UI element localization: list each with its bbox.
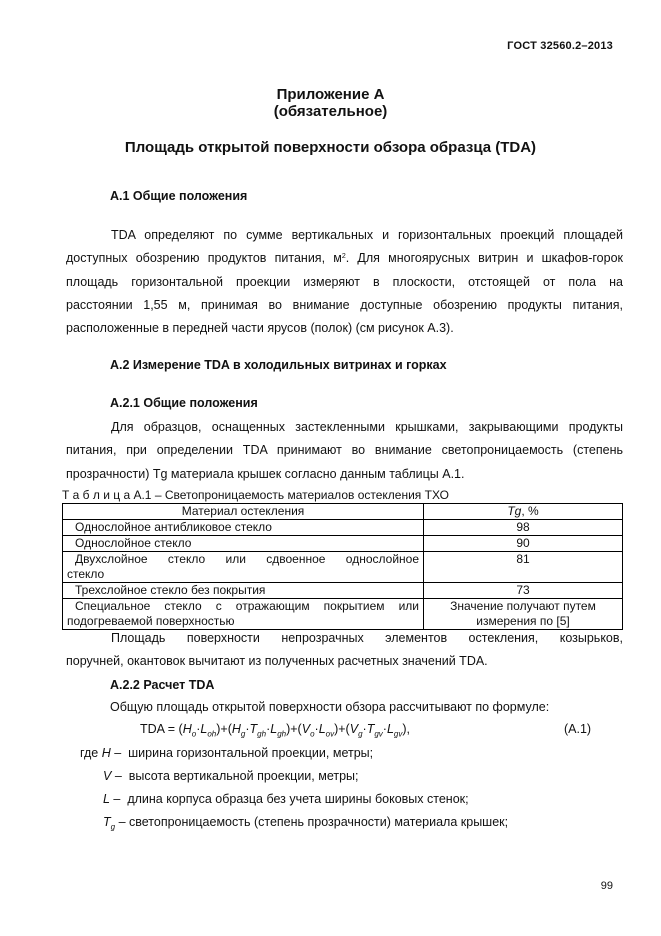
formula-intro: Общую площадь открытой поверхности обзора рассчитывают по формуле: <box>110 700 550 714</box>
table-cell: 98 <box>424 520 623 536</box>
text-line: Для образцов, оснащенных застекленными крышками, закрывающими продукты <box>111 420 623 434</box>
superscript: 2 <box>341 253 346 261</box>
standard-number: ГОСТ 32560.2–2013 <box>507 40 613 52</box>
page-number: 99 <box>600 880 613 892</box>
definition-v: V – высота вертикальной проекции, метры; <box>103 769 359 783</box>
glazing-table <box>62 503 623 630</box>
table-cell <box>424 599 623 630</box>
text-line: расстоянии 1,55 м, принимая во внимание доступные обозрению продукты питания, <box>66 297 623 312</box>
table-header-row <box>63 504 623 520</box>
cell-text: подогреваемой поверхностью <box>67 614 235 628</box>
section-a2-title: А.2 Измерение TDA в холодильных витринах и горках <box>110 358 447 372</box>
text-line: поручней, окантовок вычитают из полученных расчетных значений TDA. <box>66 654 488 669</box>
table-cell <box>63 599 424 630</box>
tg-unit: , % <box>521 504 539 518</box>
formula-tda: TDA = $(H_o\cdot L_{oh})+(H_g\cdot T_{gh}\cdot L_{gh})+(V_o\cdot L_{ov})+(V_g\cdot T_{gv}\cdot L_{gv})$, <box>140 722 410 739</box>
table-cell <box>63 552 424 583</box>
definition-text: светопроницаемость (степень прозрачности) материала крышек; <box>129 815 509 829</box>
definition-text: длина корпуса образца без учета ширины боковых стенок; <box>127 792 469 806</box>
cell-text: Специальное стекло с отражающим покрытием или <box>75 599 419 613</box>
text-line: Площадь поверхности непрозрачных элементов остекления, козырьков, <box>111 631 623 645</box>
definition-text: высота вертикальной проекции, метры; <box>128 769 359 783</box>
table-cell <box>63 536 424 552</box>
text-line <box>66 247 623 270</box>
text-line: прозрачности) Tg материала крышек согласно данным таблицы А.1. <box>66 466 465 481</box>
tg-symbol: Tg <box>507 504 522 518</box>
table-cell: 90 <box>424 536 623 552</box>
header-tg <box>424 504 623 520</box>
cell-text: стекло <box>67 567 105 581</box>
section-a21-title: А.2.1 Общие положения <box>110 396 258 410</box>
text-fragment: . Для многоярусных витрин и шкафов-горок <box>345 251 624 266</box>
cell-text: Трехслойное стекло без покрытия <box>75 583 266 597</box>
text-fragment: доступных обозрению продуктов питания, м <box>66 251 342 266</box>
table-row <box>63 583 623 599</box>
cell-text: Однослойное стекло <box>75 536 192 550</box>
table-cell: 73 <box>424 583 623 599</box>
where-word: где <box>80 746 99 760</box>
section-a21-paragraph <box>66 416 623 486</box>
table-cell: 81 <box>424 552 623 583</box>
table-caption: Т а б л и ц а А.1 – Светопроницаемость материалов остекления ТХО <box>62 488 449 502</box>
definition-text: ширина горизонтальной проекции, метры; <box>128 746 374 760</box>
text-line: питания, при определении TDA принимают во внимание светопроницаемость (степень <box>66 443 623 458</box>
after-table-paragraph <box>66 627 623 674</box>
cell-text: Значение получают путем <box>450 599 596 613</box>
definition-h: где H – ширина горизонтальной проекции, метры; <box>80 746 374 760</box>
cell-text: измерения по [5] <box>476 614 570 628</box>
definition-tg: $T_g$ – светопроницаемость (степень прозрачности) материала крышек; <box>103 815 509 832</box>
appendix-heading: Площадь открытой поверхности обзора образца (TDA) <box>124 139 537 156</box>
table-row <box>63 536 623 552</box>
section-a1-title: А.1 Общие положения <box>110 189 248 203</box>
cell-text: Двухслойное стекло или сдвоенное однослойное <box>75 552 419 566</box>
appendix-title: Приложение А <box>276 86 385 103</box>
text-line: TDA определяют по сумме вертикальных и горизонтальных проекций площадей <box>111 228 623 242</box>
text-line: расположенные в передней части ярусов (полок) (см рисунок А.3). <box>66 321 454 336</box>
table-cell <box>63 583 424 599</box>
appendix-status: (обязательное) <box>273 103 388 120</box>
table-row <box>63 599 623 630</box>
cell-text: Однослойное антибликовое стекло <box>75 520 272 534</box>
section-a1-paragraph <box>66 224 623 340</box>
header-material: Материал остекления <box>63 504 424 520</box>
formula-number: (А.1) <box>564 722 592 736</box>
table-row <box>63 552 623 583</box>
definition-l: L – длина корпуса образца без учета ширины боковых стенок; <box>103 792 469 806</box>
text-line: площадь горизонтальной проекции измеряют в плоскости, отстоящей от пола на <box>66 274 623 289</box>
section-a22-title: А.2.2 Расчет TDA <box>110 678 215 692</box>
table-cell <box>63 520 424 536</box>
table-row <box>63 520 623 536</box>
